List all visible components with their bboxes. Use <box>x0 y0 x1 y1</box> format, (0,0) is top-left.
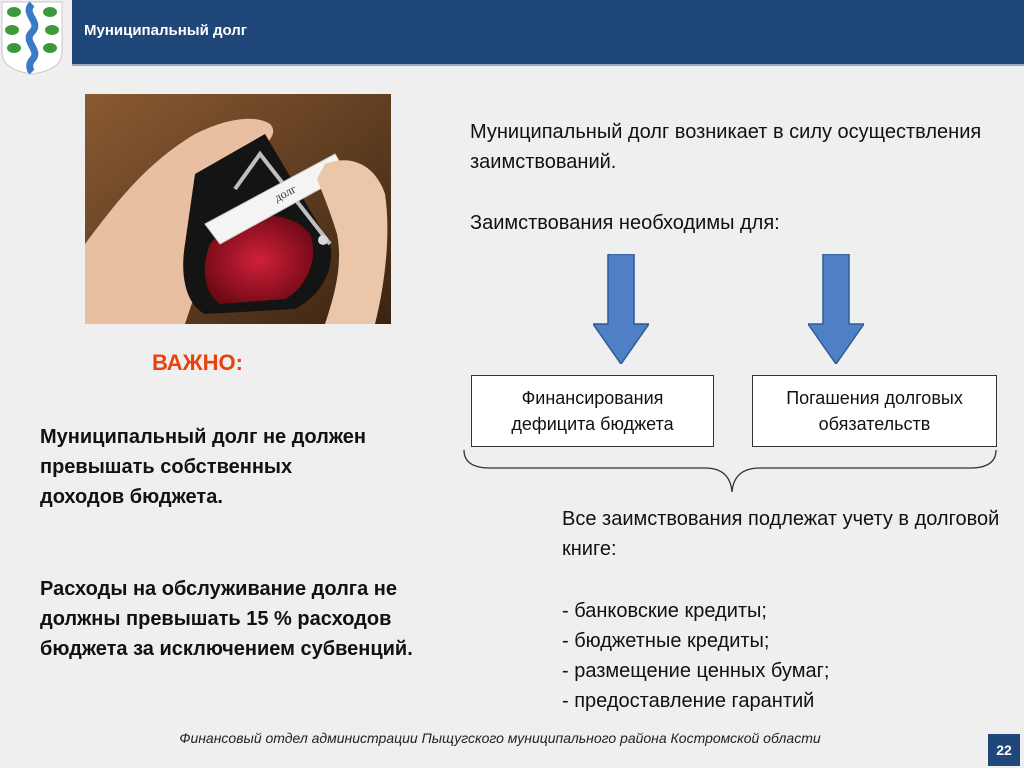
list-item: - размещение ценных бумаг; <box>562 660 830 682</box>
purpose-deficit-box <box>471 375 714 447</box>
arrow-down-icon <box>593 254 649 364</box>
debt-limit-rule: Муниципальный долг не должен превышать собственных доходов бюджета. <box>40 426 366 508</box>
page-number: 22 <box>988 734 1020 766</box>
list-item: - бюджетные кредиты; <box>562 630 770 652</box>
slide-title: Муниципальный долг <box>84 22 248 39</box>
arrow-down-icon <box>808 254 864 364</box>
purposes-heading: Заимствования необходимы для: <box>470 212 780 234</box>
coat-of-arms-icon <box>0 0 64 76</box>
intro-statement: Муниципальный долг возникает в силу осуществления заимствований. <box>470 121 982 173</box>
purpose-deficit-label: Финансирования дефицита бюджета <box>511 388 674 434</box>
list-item: - предоставление гарантий <box>562 690 815 712</box>
important-label: ВАЖНО: <box>152 350 243 375</box>
ledger-heading: Все заимствования подлежат учету в долговой книге: <box>562 508 1000 560</box>
wallet-photo <box>85 94 391 324</box>
purpose-repayment-label: Погашения долговых обязательств <box>786 388 963 434</box>
title-bar <box>72 0 1024 66</box>
paper-label: долг <box>271 181 299 205</box>
footer-credit: Финансовый отдел администрации Пыщугского муниципального района Костромской области <box>179 730 821 746</box>
brace-connector <box>460 448 1000 496</box>
purpose-repayment-box <box>752 375 997 447</box>
ledger-list <box>562 596 1002 716</box>
list-item: - банковские кредиты; <box>562 600 767 622</box>
service-cost-rule: Расходы на обслуживание долга не должны превышать 15 % расходов бюджета за исключением субвенций. <box>40 578 413 660</box>
